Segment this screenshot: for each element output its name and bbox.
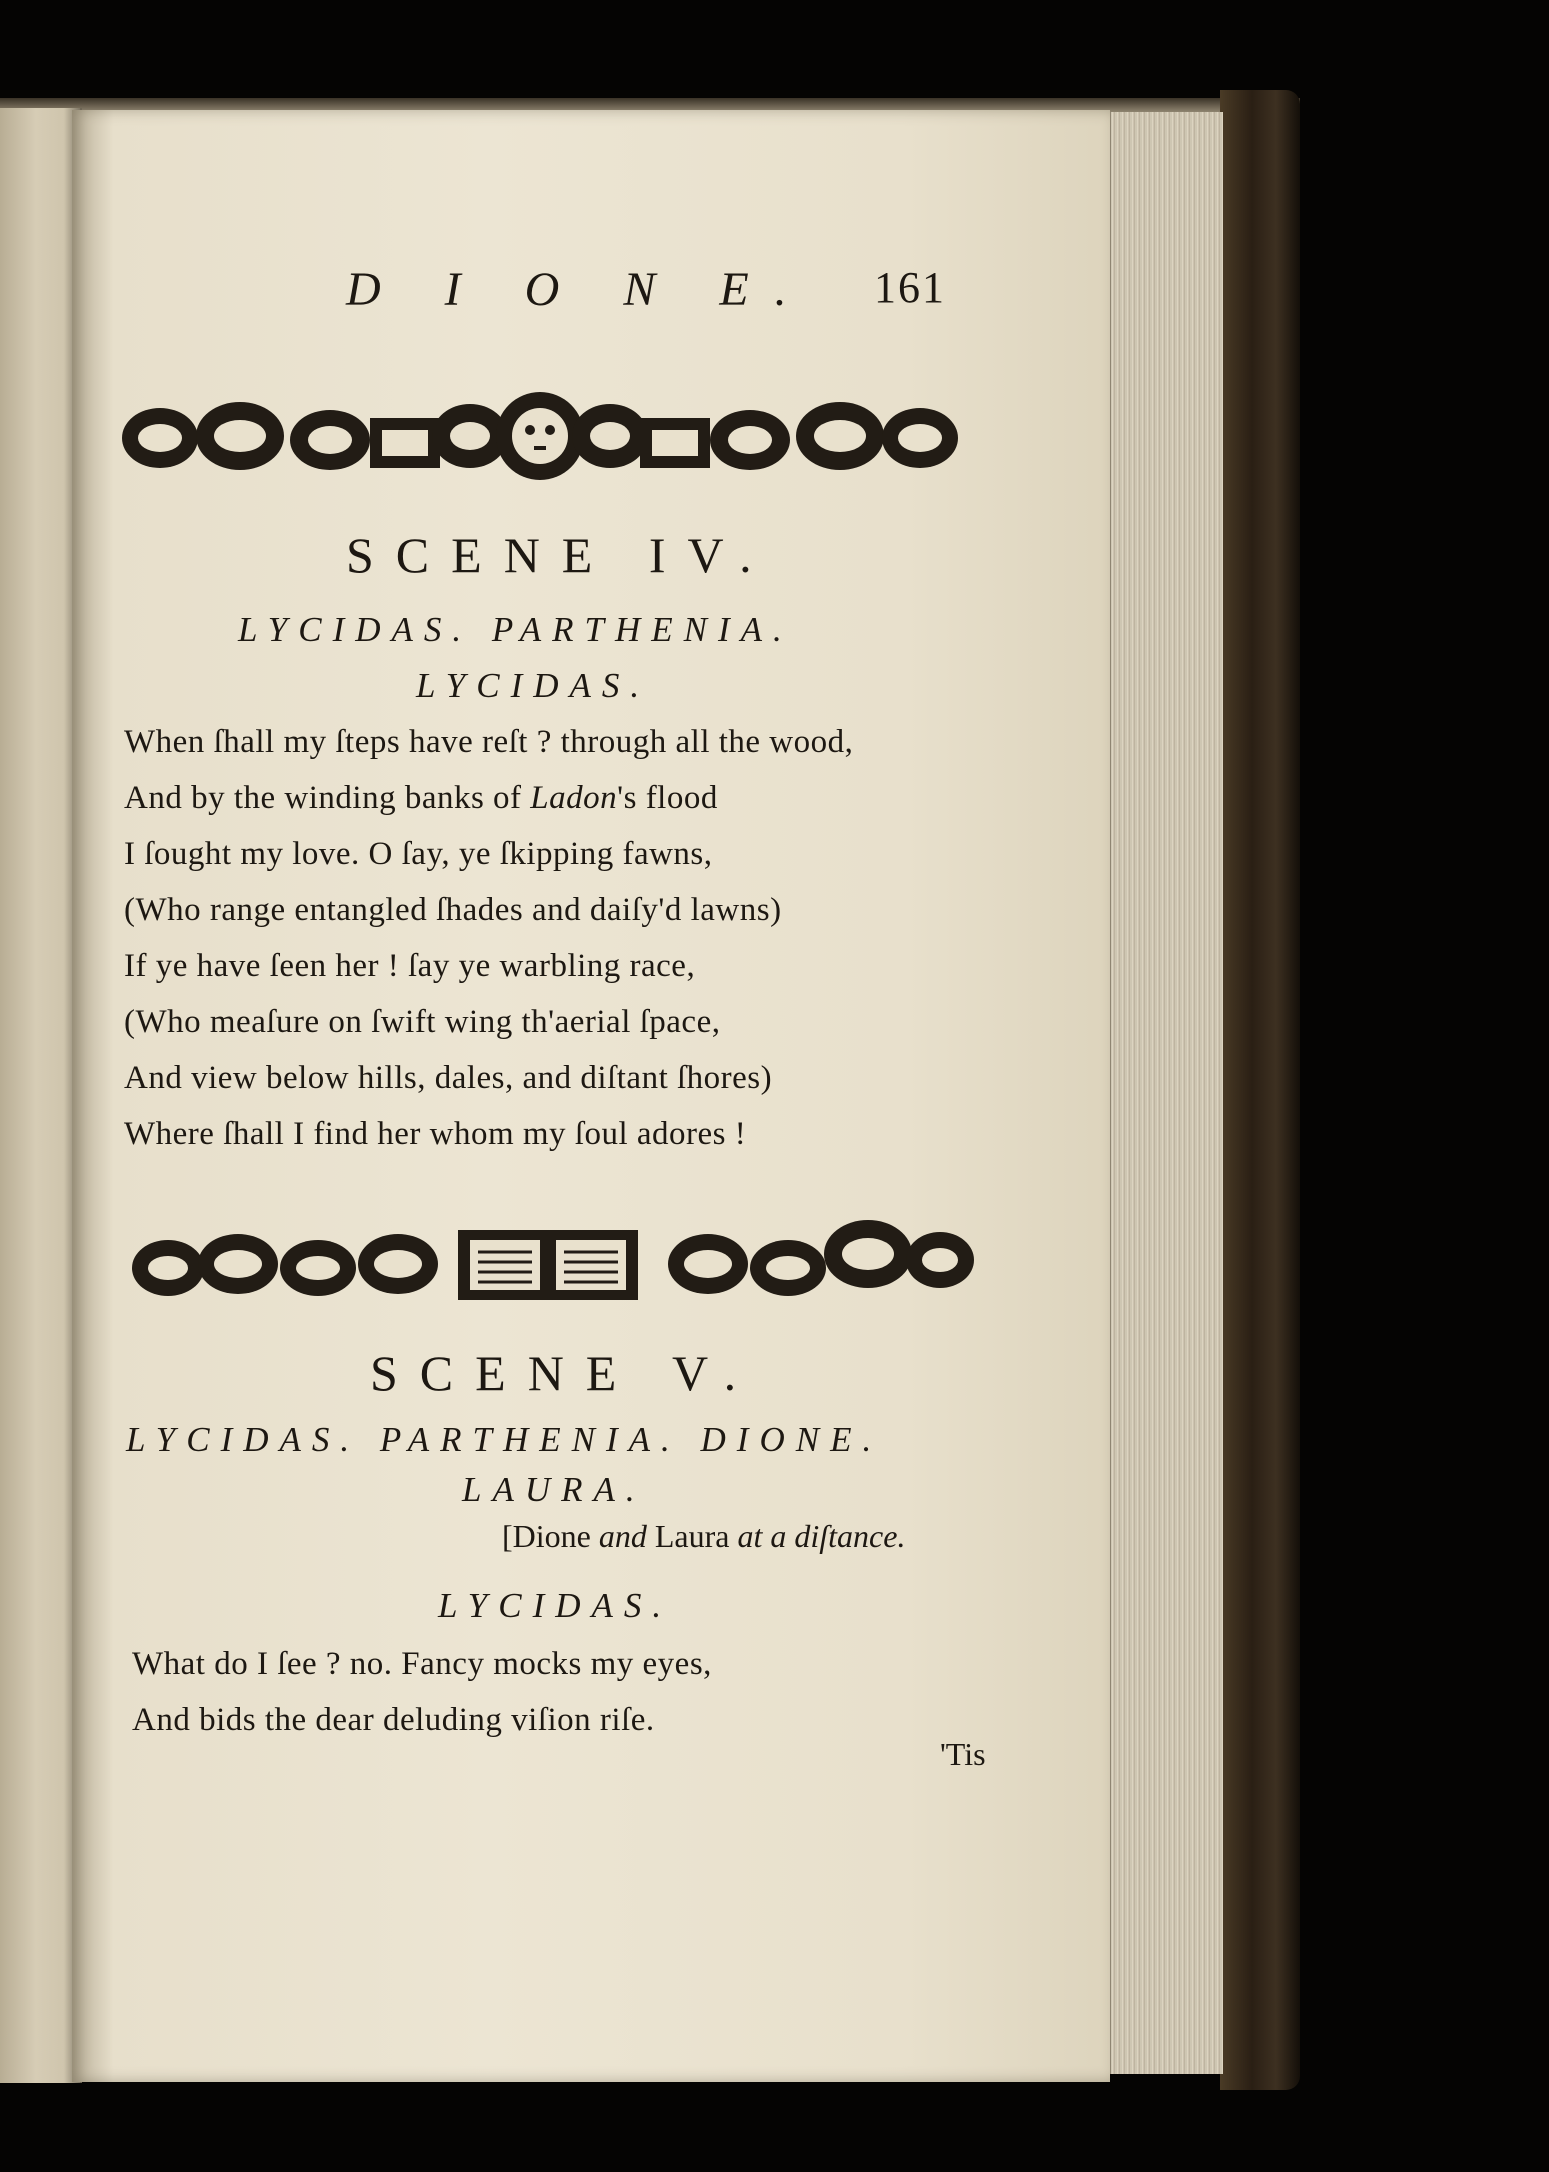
scene-4-speaker: LYCIDAS. [416,666,651,705]
scene-5-speaker: LYCIDAS. [438,1586,673,1625]
catchword: 'Tis [940,1736,986,1772]
line-2-part-a: And by the winding banks of [124,780,531,816]
scene-4-line-5: If ye have ſeen her ! ſay ye warbling race, [124,948,696,984]
book-binding [1220,90,1300,2090]
direction-tail: at a diſtance. [737,1518,906,1554]
direction-conj: and [598,1518,647,1554]
scene-5-cast-line-1: LYCIDAS. PARTHENIA. DIONE. [126,1420,883,1459]
scene-4-line-1: When ſhall my ſteps have reſt ? through all the wood, [124,724,854,760]
direction-name-1: Dione [512,1518,591,1554]
stage-direction [502,1518,905,1555]
scene-4-line-4: (Who range entangled ſhades and daiſy'd lawns) [124,892,782,928]
scene-4-line-3: I ſought my love. O ſay, ye ſkipping fawns, [124,836,713,872]
scene-5-line-2: And bids the dear deluding viſion riſe. [132,1702,655,1738]
ornament-book-icon [128,1208,976,1308]
page-number: 161 [874,263,946,312]
page-block-edges [1108,112,1223,2074]
scene-5-cast-line-2: LAURA. [462,1470,646,1509]
scene-4-line-7: And view below hills, dales, and diſtant ſhores) [124,1060,773,1096]
scene-5-line-1: What do I ſee ? no. Fancy mocks my eyes, [132,1646,712,1682]
line-2-part-b: 's flood [617,780,718,816]
scene-4-line-2 [124,780,718,817]
ornament-mask-icon [120,388,960,488]
scene-4-cast: LYCIDAS. PARTHENIA. [238,610,793,649]
direction-name-2: Laura [654,1518,730,1554]
facing-page-edge [0,108,82,2083]
ladon-name: Ladon [530,780,618,816]
scene-4-heading: SCENE IV. [346,527,774,583]
scene-5-heading: SCENE V. [370,1345,759,1401]
scene-4-line-6: (Who meaſure on ſwift wing th'aerial ſpace, [124,1004,721,1040]
direction-bracket: [ [502,1518,513,1554]
running-title: D I O N E. [346,263,813,316]
scene-4-line-8: Where ſhall I find her whom my ſoul adores ! [124,1116,747,1152]
